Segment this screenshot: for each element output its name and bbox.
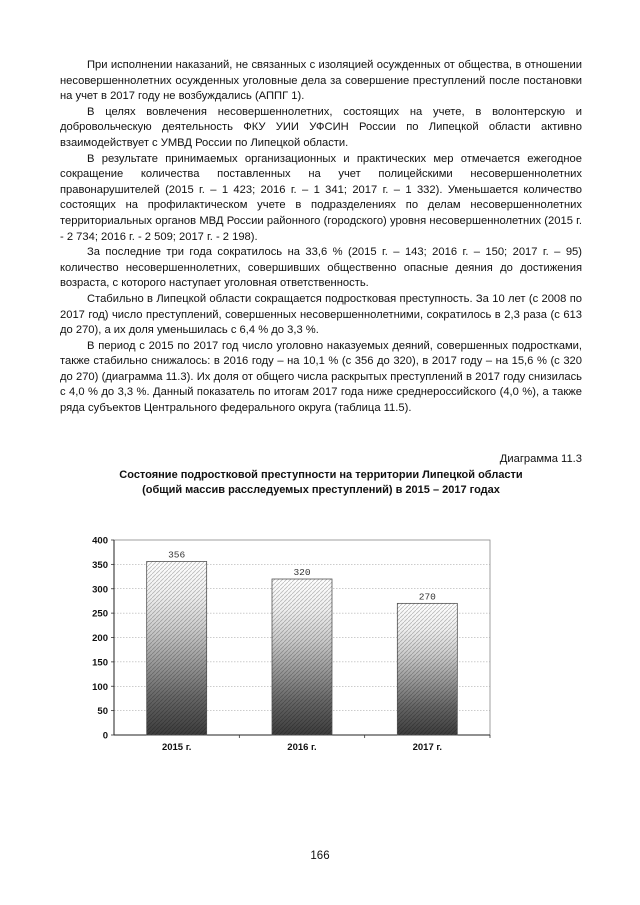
- x-tick-label: 2017 г.: [412, 742, 443, 753]
- y-tick-label: 200: [92, 633, 108, 644]
- y-tick-label: 300: [92, 584, 108, 596]
- paragraph-4: За последние три года сократилось на 33,6 % (2015 г. – 143; 2016 г. – 150; 2017 г. – 95) количество несовершеннолетних, совершивших общественно опасные деяния до достижения возраста, с которого наступает уголовная ответственность.: [60, 246, 582, 290]
- body-text: [60, 58, 582, 417]
- y-tick-label: 150: [92, 657, 108, 669]
- paragraph-6: В период с 2015 по 2017 год число уголовно наказуемых деяний, совершенных подростками, также стабильно снижалось: в 2016 году – на 10,1 % (с 356 до 320), в 2017 году – на 15,6 % (с 320 до 270) (диаграмма 11.3). Их доля от общего числа раскрытых преступлений в 2017 году снизилась с 4,0 % до 3,3 %. Данный показатель по итогам 2017 года ниже среднероссийского (4,0 %), а также ряда субъектов Центрального федерального округа (таблица 11.5).: [60, 339, 582, 415]
- bar-texture: [397, 603, 457, 735]
- y-tick-label: 100: [92, 681, 108, 693]
- chart-title: [60, 468, 582, 498]
- y-tick-label: 400: [92, 535, 108, 547]
- paragraph-5: Стабильно в Липецкой области сокращается подростковая преступность. За 10 лет (с 2008 по 2017 год) число преступлений, совершенных несовершеннолетними, сократилось в 2,3 раза (с 613 до 270), а их доля уменьшилась с 6,4 % до 3,3 %.: [60, 292, 582, 337]
- paragraph-2: В целях вовлечения несовершеннолетних, состоящих на учете, в волонтерскую и добровольческую деятельность ФКУ УИИ УФСИН России по Липецкой области активно взаимодействует с УМВД России по Липецкой области.: [60, 105, 582, 149]
- data-label: 356: [168, 549, 186, 561]
- chart-title-line-1: Состояние подростковой преступности на территории Липецкой области: [119, 469, 523, 481]
- chart-title-line-2: (общий массив расследуемых преступлений) в 2015 – 2017 годах: [142, 484, 500, 496]
- y-tick-label: 50: [97, 706, 108, 718]
- page-number: 166: [310, 850, 330, 862]
- chart-bars: [147, 561, 458, 735]
- x-tick-label: 2015 г.: [161, 742, 192, 753]
- y-tick-label: 0: [102, 730, 108, 742]
- y-tick-label: 350: [92, 559, 108, 571]
- y-tick-label: 250: [92, 608, 108, 620]
- x-tick-label: 2016 г.: [287, 742, 317, 753]
- diagram-label: Диаграмма 11.3: [499, 453, 582, 465]
- paragraph-3: В результате принимаемых организационных и практических мер отмечается ежегодное сокращение количества поставленных на учет полицейскими несовершеннолетних правонарушителей (2015 г. – 1 423; 2016 г. – 1 341; 2017 г. – 1 332). Уменьшается количество состоящих на профилактическом учете в подразделениях по делам несовершеннолетних территориальных органов МВД России районного (городского) уровня несовершеннолетних (2015 г. - 2 734; 2016 г. - 2 509; 2017 г. - 2 198).: [60, 152, 582, 243]
- paragraph-1: При исполнении наказаний, не связанных с изоляцией осужденных от общества, в отношении несовершеннолетних осужденных уголовные дела за совершение преступлений после постановки на учет в 2017 году не возбуждались (АППГ 1).: [60, 59, 582, 103]
- bar-texture: [272, 579, 332, 735]
- data-label: 270: [418, 591, 436, 603]
- data-label: 320: [293, 567, 311, 578]
- bar-chart: [80, 530, 500, 760]
- chart-labels: [92, 536, 442, 754]
- bar-texture: [147, 561, 207, 735]
